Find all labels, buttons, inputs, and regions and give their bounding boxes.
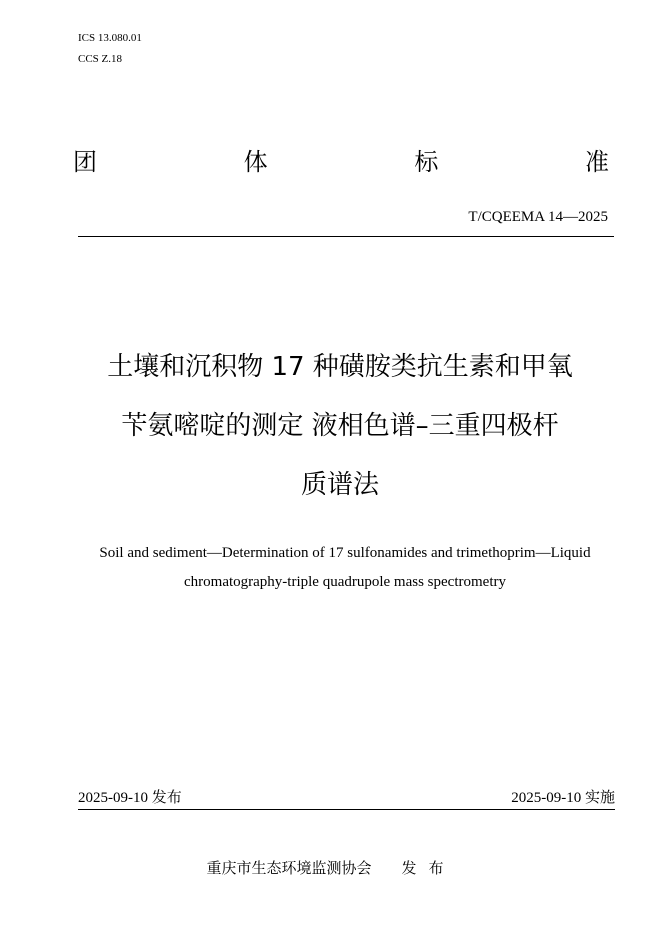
chinese-title-line-2: 苄氨嘧啶的测定 液相色谱–三重四极杆 (121, 411, 559, 441)
release-date: 2025-09-10 发布 (78, 790, 182, 806)
standard-type-heading (73, 144, 609, 180)
standard-number: T/CQEEMA 14—2025 (468, 209, 608, 225)
issuing-organization (0, 858, 662, 878)
ics-code: ICS 13.080.01 (78, 32, 142, 44)
issuer-name: 重庆市生态环境监测协会 (206, 859, 372, 877)
footer-divider (78, 809, 615, 810)
header-divider (78, 236, 614, 237)
issuer-verb: 发布 (401, 859, 456, 877)
standard-type-char-2: 体 (243, 148, 268, 176)
implementation-date: 2025-09-10 实施 (511, 790, 615, 806)
english-title (40, 544, 650, 602)
chinese-title-line-1: 土壤和沉积物 17 种磺胺类抗生素和甲氧 (107, 352, 573, 382)
chinese-title-line-3: 质谱法 (300, 470, 379, 500)
english-title-line-2: chromatography-triple quadrupole mass spectrometry (184, 574, 506, 590)
standard-type-char-1: 团 (73, 148, 97, 176)
standard-type-char-4: 准 (584, 148, 609, 176)
chinese-title (60, 352, 620, 529)
english-title-line-1: Soil and sediment—Determination of 17 sulfonamides and trimethoprim—Liquid (99, 545, 591, 561)
standard-type-char-3: 标 (414, 148, 439, 176)
ccs-code: CCS Z.18 (78, 53, 123, 65)
